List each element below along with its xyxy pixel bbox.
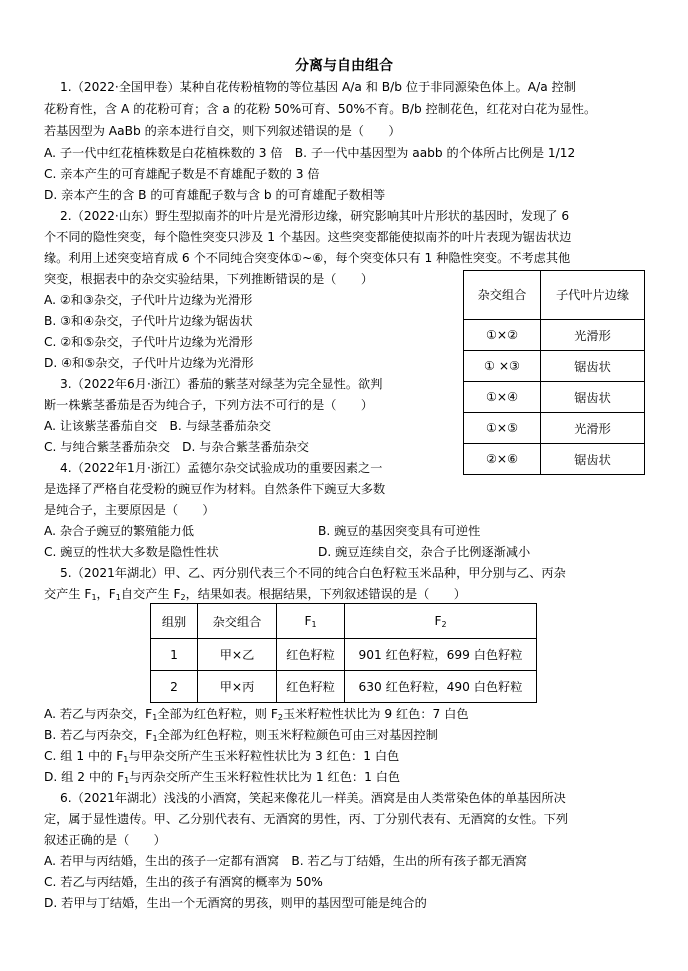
q2-stem-line-2: 个不同的隐性突变，每个隐性突变只涉及 1 个基因。这些突变都能使拟南芥的叶片表现为锯齿状边: [44, 230, 572, 244]
q4-stem-line-1: 4.（2022年1月·浙江）孟德尔杂交试验成功的重要因素之一: [60, 461, 383, 475]
table-cell: 光滑形: [541, 413, 645, 444]
table-cell: 甲×乙: [198, 639, 277, 671]
table-cell: 甲×丙: [198, 671, 277, 703]
q1-option-ab: A. 子一代中红花植株数是白花植株数的 3 倍 B. 子一代中基因型为 aabb 的个体所占比例是 1/12: [44, 146, 576, 160]
q4-stem-line-3: 是纯合子，主要原因是（ ）: [44, 503, 215, 517]
q6-stem-line-2: 定，属于显性遗传。甲、乙分别代表有、无酒窝的男性，丙、丁分别代表有、无酒窝的女性。下列: [44, 812, 569, 826]
table-cell: 1: [151, 639, 198, 671]
table-header-cell: 杂交组合: [198, 604, 277, 639]
table-cell: 锯齿状: [541, 351, 645, 382]
q6-option-d: D. 若甲与丁结婚，生出一个无酒窝的男孩，则甲的基因型可能是纯合的: [44, 896, 427, 910]
q4-option-b: B. 豌豆的基因突变具有可逆性: [318, 524, 481, 538]
q5-option-a: A. 若乙与丙杂交，$F_1$全部为红色籽粒，则 $F_2$玉米籽粒性状比为 9 红色：7 白色: [44, 707, 469, 722]
q2-option-b: B. ③和④杂交，子代叶片边缘为锯齿状: [44, 314, 253, 328]
table-row: [151, 671, 537, 703]
table-cell: 锯齿状: [541, 382, 645, 413]
q1-option-c: C. 亲本产生的可育雄配子数是不育雄配子数的 3 倍: [44, 167, 320, 181]
table-row: [151, 639, 537, 671]
page-title: 分离与自由组合: [295, 58, 393, 74]
q6-stem-line-3: 叙述正确的是（ ）: [44, 833, 166, 847]
q2-stem-line-3: 缘。利用上述突变培育成 6 个不同纯合突变体①~⑥，每个突变体只有 1 种隐性突变。不考虑其他: [44, 251, 571, 265]
table-header-cell: 组别: [151, 604, 198, 639]
table-cell: ① ×③: [464, 351, 541, 382]
table-header-cell: $F_1$: [277, 604, 345, 639]
q1-stem-line-1: 1.（2022·全国甲卷）某种自花传粉植物的等位基因 A/a 和 B/b 位于非同源染色体上。A/a 控制: [60, 80, 576, 94]
q1-stem-line-3: 若基因型为 AaBb 的亲本进行自交，则下列叙述错误的是（ ）: [44, 124, 401, 138]
q2-cross-table: [463, 270, 645, 475]
q1-option-d: D. 亲本产生的含 B 的可育雄配子数与含 b 的可育雄配子数相等: [44, 188, 386, 202]
table-cell: 红色籽粒: [277, 639, 345, 671]
q4-option-a: A. 杂合子豌豆的繁殖能力低: [44, 524, 194, 538]
table-row: [464, 413, 645, 444]
q6-option-c: C. 若乙与丙结婚，生出的孩子有酒窝的概率为 50%: [44, 875, 323, 889]
q2-stem-line-4: 突变，根据表中的杂交实验结果，下列推断错误的是（ ）: [44, 272, 374, 286]
q5-stem-line-1: 5.（2021年湖北）甲、乙、丙分别代表三个不同的纯合白色籽粒玉米品种，甲分别与乙、丙杂: [60, 566, 566, 580]
table-header-row: [464, 271, 645, 320]
q5-option-c: C. 组 1 中的 $F_1$与甲杂交所产生玉米籽粒性状比为 3 红色：1 白色: [44, 749, 400, 764]
table-cell: ②×⑥: [464, 444, 541, 475]
q4-option-c: C. 豌豆的性状大多数是隐性性状: [44, 545, 219, 559]
table-header-cell: $F_2$: [345, 604, 537, 639]
q5-result-table: [150, 603, 537, 703]
table-cell: 光滑形: [541, 320, 645, 351]
table-cell: ①×⑤: [464, 413, 541, 444]
q3-stem-line-2: 断一株紫茎番茄是否为纯合子，下列方法不可行的是（ ）: [44, 398, 374, 412]
q6-option-ab: A. 若甲与丙结婚，生出的孩子一定都有酒窝 B. 若乙与丁结婚，生出的所有孩子都无酒窝: [44, 854, 527, 868]
table-header-cell: 子代叶片边缘: [541, 271, 645, 320]
table-row: [464, 444, 645, 475]
q3-option-cd: C. 与纯合紫茎番茄杂交 D. 与杂合紫茎番茄杂交: [44, 440, 309, 454]
q2-stem-line-1: 2.（2022·山东）野生型拟南芥的叶片是光滑形边缘，研究影响其叶片形状的基因时，发现了 6: [60, 209, 570, 223]
q2-option-a: A. ②和③杂交，子代叶片边缘为光滑形: [44, 293, 253, 307]
table-row: [464, 382, 645, 413]
q5-option-b: B. 若乙与丙杂交，$F_1$全部为红色籽粒，则玉米籽粒颜色可由三对基因控制: [44, 728, 438, 743]
table-cell: 锯齿状: [541, 444, 645, 475]
q2-option-d: D. ④和⑤杂交，子代叶片边缘为光滑形: [44, 356, 254, 370]
table-cell: ①×②: [464, 320, 541, 351]
q3-option-ab: A. 让该紫茎番茄自交 B. 与绿茎番茄杂交: [44, 419, 271, 433]
table-row: [464, 351, 645, 382]
table-cell: 630 红色籽粒，490 白色籽粒: [345, 671, 537, 703]
table-row: [464, 320, 645, 351]
q5-option-d: D. 组 2 中的 $F_1$与丙杂交所产生玉米籽粒性状比为 1 红色：1 白色: [44, 770, 401, 785]
q6-stem-line-1: 6.（2021年湖北）浅浅的小酒窝，笑起来像花儿一样美。酒窝是由人类常染色体的单基因所决: [60, 791, 566, 805]
table-cell: 红色籽粒: [277, 671, 345, 703]
q4-option-d: D. 豌豆连续自交，杂合子比例逐渐减小: [318, 545, 531, 559]
table-header-cell: 杂交组合: [464, 271, 541, 320]
q2-option-c: C. ②和⑤杂交，子代叶片边缘为光滑形: [44, 335, 253, 349]
q3-stem-line-1: 3.（2022年6月·浙江）番茄的紫茎对绿茎为完全显性。欲判: [60, 377, 383, 391]
q5-stem-line-2: 交产生 $F_1$，$F_1$自交产生 $F_2$，结果如表。根据结果，下列叙述错误的是（ ）: [44, 587, 466, 602]
table-header-row: [151, 604, 537, 639]
table-cell: 901 红色籽粒，699 白色籽粒: [345, 639, 537, 671]
table-cell: 2: [151, 671, 198, 703]
q1-stem-line-2: 花粉育性，含 A 的花粉可育；含 a 的花粉 50%可育、50%不育。B/b 控制花色，红花对白花为显性。: [44, 102, 597, 116]
table-cell: ①×④: [464, 382, 541, 413]
q4-stem-line-2: 是选择了严格自花受粉的豌豆作为材料。自然条件下豌豆大多数: [44, 482, 386, 496]
